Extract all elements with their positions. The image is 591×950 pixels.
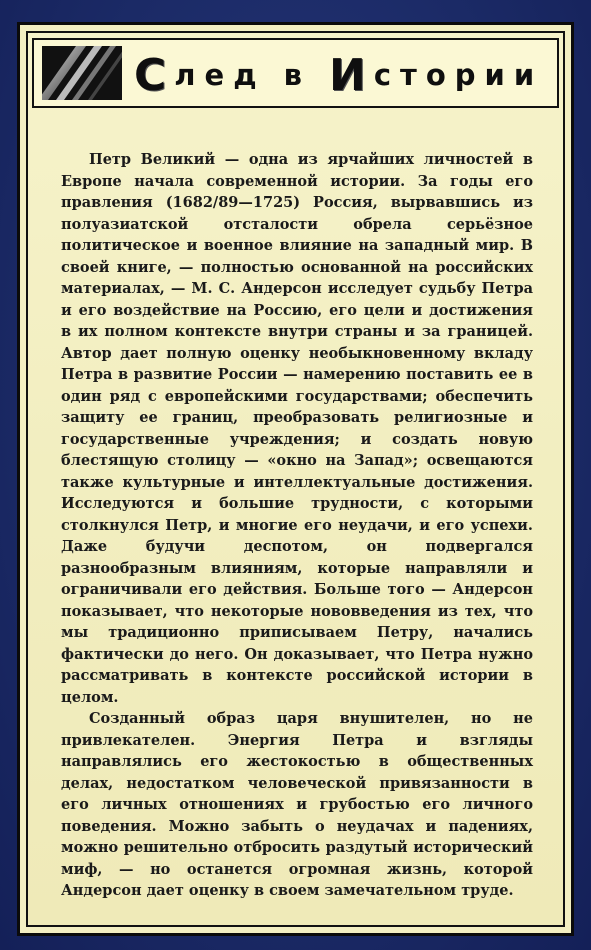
annotation-paragraph-2: Созданный образ царя внушителен, но не привлекателен. Энергия Петра и взгляды направлялись его жестокостью в общественных делах, недостатком человеческой привязанности в его личных отношениях и грубостью его личного поведения. Можно забыть о неудачах и падениях, можно решительно отбросить раздутый исторический миф, — но останется огромная жизнь, которой Андерсон дает оценку в своем замечательном труде. <box>61 710 533 899</box>
series-header <box>32 38 559 108</box>
series-initial-3: И <box>329 49 366 101</box>
annotation-text <box>61 149 533 899</box>
series-initial-1: С <box>134 49 167 101</box>
series-word-1: лед <box>174 58 266 92</box>
series-title <box>134 50 551 100</box>
annotation-paragraph-1: Петр Великий — одна из ярчайших личностей в Европе начала современной истории. За годы его правления (1682/89—1725) Россия, вырвавшись из полуазиатской отсталости обрела серьёзное политическое и военное влияние на западный мир. В своей книге, — полностью основанной на российских материалах, — М. С. Андерсон исследует судьбу Петра и его воздействие на Россию, его цели и достижения в их полном контексте внутри страны и за границей. Автор дает полную оценку необыкновенному вкладу Петра в развитие России — намерению поставить ее в один ряд с европейскими государствами; обеспечить защиту ее границ, преобразовать религиозные и государственные учреждения; и создать новую блестящую столицу — «окно на Запад»; освещаются также культурные и интеллектуальные достижения. Исследуются и большие трудности, с которыми столкнулся Петр, и многие его неудачи, и его успехи. Даже будучи деспотом, он подвергался разнообразным влияниям, которые направляли и ограничивали его действия. Больше того — Андерсон показывает, что некоторые нововведения из тех, что мы традиционно приписываем Петру, начались фактически до него. Он доказывает, что Петра нужно рассматривать в контексте российской истории в целом. <box>61 151 533 706</box>
series-logo-icon <box>42 46 122 100</box>
series-word-3: стории <box>373 58 544 92</box>
series-word-2: в <box>283 58 311 92</box>
